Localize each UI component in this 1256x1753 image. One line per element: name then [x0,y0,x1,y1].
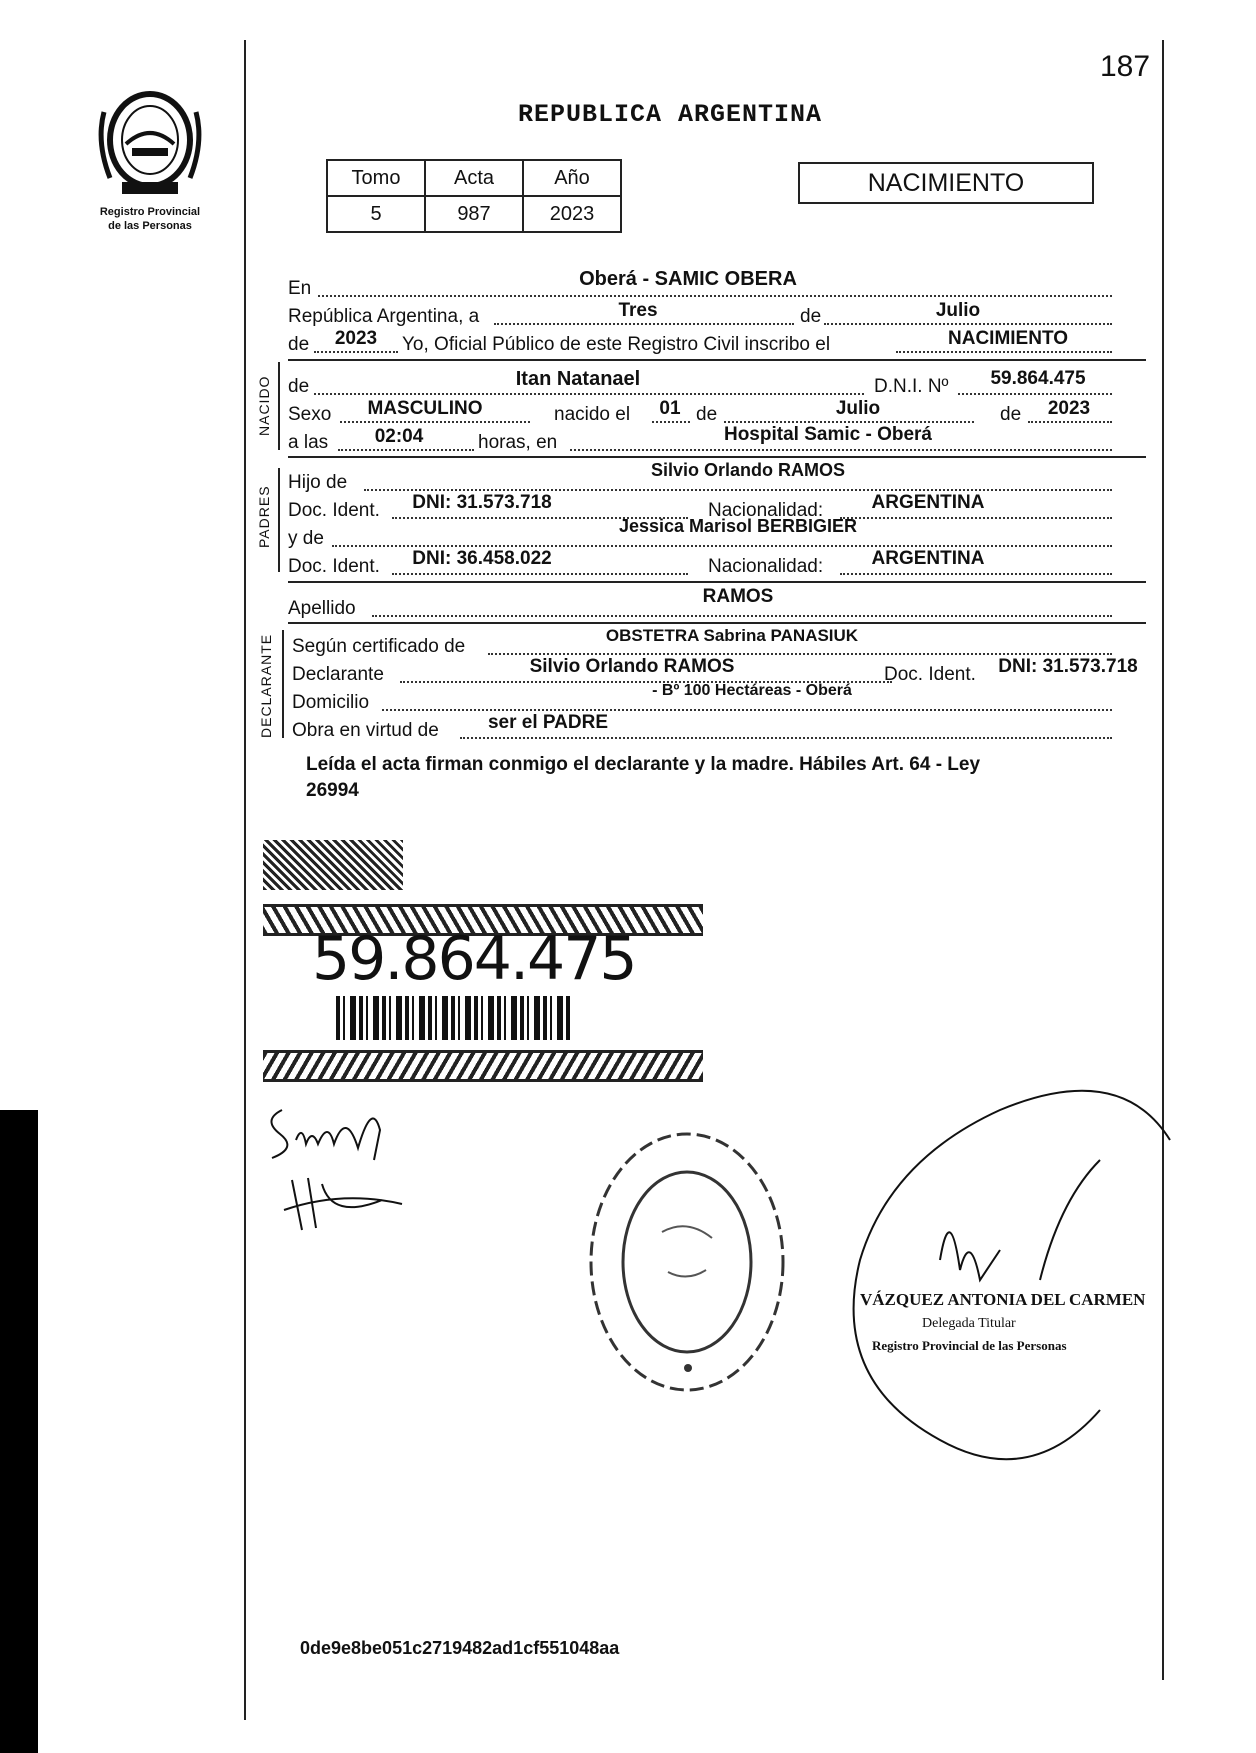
label-doc-ident-declarante: Doc. Ident. [884,664,976,685]
acta-table [326,159,622,233]
value-declarante: Silvio Orlando RAMOS [529,656,735,677]
label-y-de: y de [288,528,324,549]
label-apellido: Apellido [288,598,356,619]
declarante-section-line [282,630,284,738]
label-dni-no: D.N.I. Nº [874,376,949,397]
official-office: Registro Provincial de las Personas [872,1338,1067,1353]
value-dia-nacimiento: 01 [659,398,681,419]
declarant-signature [262,1100,422,1245]
value-lugar: Oberá - SAMIC OBERA [579,268,797,290]
official-name: VÁZQUEZ ANTONIA DEL CARMEN [860,1290,1146,1309]
value-dia-texto: Tres [618,300,658,321]
logo-caption-line2: de las Personas [108,220,192,232]
value-certificado: OBSTETRA Sabrina PANASIUK [605,626,859,645]
table-header-acta: Acta [425,160,523,196]
value-mes-nacimiento: Julio [835,398,881,419]
table-value-anio: 2023 [523,196,621,232]
value-padre: Silvio Orlando RAMOS [650,460,846,480]
label-domicilio: Domicilio [292,692,370,713]
value-domicilio: - Bº 100 Hectáreas - Oberá [652,682,852,699]
table-header-tomo: Tomo [327,160,425,196]
label-hijo-de: Hijo de [288,472,348,493]
label-de-2: de [288,334,310,355]
official-title: Delegada Titular [922,1316,1016,1331]
label-republica: República Argentina, a [288,306,480,327]
closing-note-line2: 26994 [306,780,359,801]
value-lugar-nacimiento: Hospital Samic - Oberá [723,424,932,445]
security-pattern-small [263,840,403,890]
label-nacionalidad-madre: Nacionalidad: [708,556,824,577]
label-segun-certificado: Según certificado de [292,636,466,657]
value-sexo: MASCULINO [367,398,483,419]
value-apellido: RAMOS [702,586,774,607]
value-nombre: Itan Natanael [515,368,641,390]
value-obra-en-virtud: ser el PADRE [487,712,609,733]
separator-line-4 [288,622,1146,624]
value-anio-inscripcion: 2023 [334,328,378,349]
value-hora: 02:04 [374,426,424,447]
section-label-padres: PADRES [256,485,272,548]
value-madre-doc: DNI: 36.458.022 [412,548,552,569]
table-header-anio: Año [523,160,621,196]
country-title: REPUBLICA ARGENTINA [518,100,823,129]
separator-line-2 [288,456,1146,458]
value-dni: 59.864.475 [990,368,1086,389]
value-madre-nacionalidad: ARGENTINA [871,548,985,569]
separator-line-1 [288,359,1146,361]
label-sexo: Sexo [288,404,332,425]
security-pattern-bar-bottom [263,1050,703,1082]
label-yo-oficial: Yo, Oficial Público de este Registro Civil inscribo el [402,334,831,355]
padres-section-line [278,468,280,572]
label-de-5: de [1000,404,1022,425]
label-nacionalidad-padre: Nacionalidad: [708,500,824,521]
label-doc-ident-madre: Doc. Ident. [288,556,380,577]
closing-note-line1: Leída el acta firman conmigo el declarante y la madre. Hábiles Art. 64 - Ley [306,754,981,775]
document-hash: 0de9e8be051c2719482ad1cf551048aa [300,1638,620,1658]
value-anio-nacimiento: 2023 [1047,398,1091,419]
table-value-tomo: 5 [327,196,425,232]
value-tipo: NACIMIENTO [948,328,1068,349]
label-en: En [288,278,312,299]
acta-table-header-row [327,160,621,196]
dni-large-print: 59.864.475 [312,924,636,994]
record-type-box: NACIMIENTO [798,162,1094,204]
barcode [336,996,572,1040]
page-number: 187 [1100,50,1151,83]
section-label-nacido: NACIDO [256,375,272,436]
value-mes-inscripcion: Julio [935,300,981,321]
left-margin-bar [0,1110,38,1753]
nacido-section-line [278,362,280,450]
label-de-3: de [288,376,310,397]
label-a-las: a las [288,432,329,453]
value-declarante-doc: DNI: 31.573.718 [998,656,1138,677]
section-label-declarante: DECLARANTE [258,633,274,738]
label-horas-en: horas, en [478,432,558,453]
separator-line-3 [288,581,1146,583]
label-declarante: Declarante [292,664,384,685]
value-madre: Jessica Marisol BERBIGIER [618,516,858,536]
province-seal-logo [92,82,208,202]
label-de-4: de [696,404,718,425]
value-padre-nacionalidad: ARGENTINA [871,492,985,513]
acta-table-value-row [327,196,621,232]
label-nacido-el: nacido el [554,404,631,425]
label-doc-ident-padre: Doc. Ident. [288,500,380,521]
left-margin-line [244,40,246,1720]
value-padre-doc: DNI: 31.573.718 [412,492,552,513]
official-stamp-icon [582,1122,792,1407]
label-de-1: de [800,306,822,327]
table-value-acta: 987 [425,196,523,232]
logo-caption-line1: Registro Provincial [99,206,201,218]
label-obra-en-virtud: Obra en virtud de [292,720,439,741]
